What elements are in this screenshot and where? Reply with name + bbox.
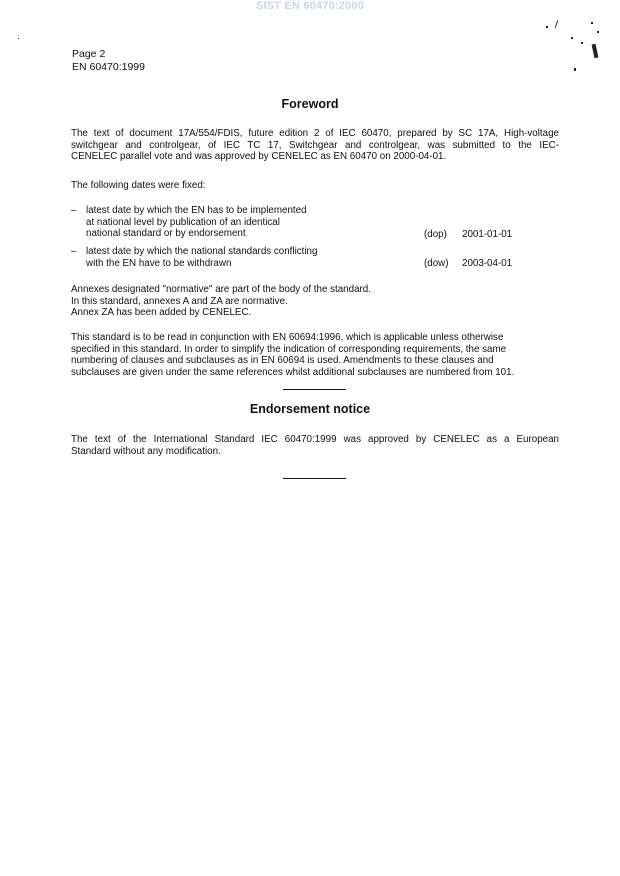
- date-code-dop: (dop): [424, 229, 447, 240]
- standard-id: EN 60470:1999: [72, 61, 145, 73]
- foreword-paragraph-1: The text of document 17A/554/FDIS, future edition 2 of IEC 60470, prepared by SC 17A, High-voltage switchgear and controlgear, of IEC TC 17, Switchgear and controlgear, was submitted to the IEC- CENELEC parallel vote and was approved by CENELEC as EN 60470 on 2000-04-01.: [71, 128, 559, 163]
- dates-intro: The following dates were fixed:: [71, 180, 206, 191]
- conjunction-paragraph: This standard is to be read in conjunction with EN 60694:1996, which is applicable unless otherwise specified in this standard. In order to simplify the indication of corresponding requirements, the same numbering of clauses and subclauses as in EN 60694 is used. Amendments to these clauses and subclauses are given under the same references whilst additional subclauses are numbered from 101.: [71, 332, 515, 378]
- end-divider: [283, 478, 346, 479]
- date-code-dow: (dow): [424, 258, 449, 269]
- page-header: [72, 48, 145, 74]
- section-divider: [283, 389, 346, 390]
- date-value-dop: 2001-01-01: [462, 229, 513, 240]
- date-value-dow: 2003-04-01: [462, 258, 513, 269]
- watermark: SIST EN 60470:2000: [255, 0, 365, 12]
- page-number: Page 2: [72, 48, 106, 60]
- annexes-paragraph: Annexes designated "normative" are part of the body of the standard. In this standard, annexes A and ZA are normative. Annex ZA has been added by CENELEC.: [71, 284, 371, 319]
- foreword-title: Foreword: [281, 97, 339, 111]
- endorsement-paragraph: The text of the International Standard IEC 60470:1999 was approved by CENELEC as a European Standard without any modification.: [71, 434, 559, 457]
- endorsement-title: Endorsement notice: [249, 402, 371, 416]
